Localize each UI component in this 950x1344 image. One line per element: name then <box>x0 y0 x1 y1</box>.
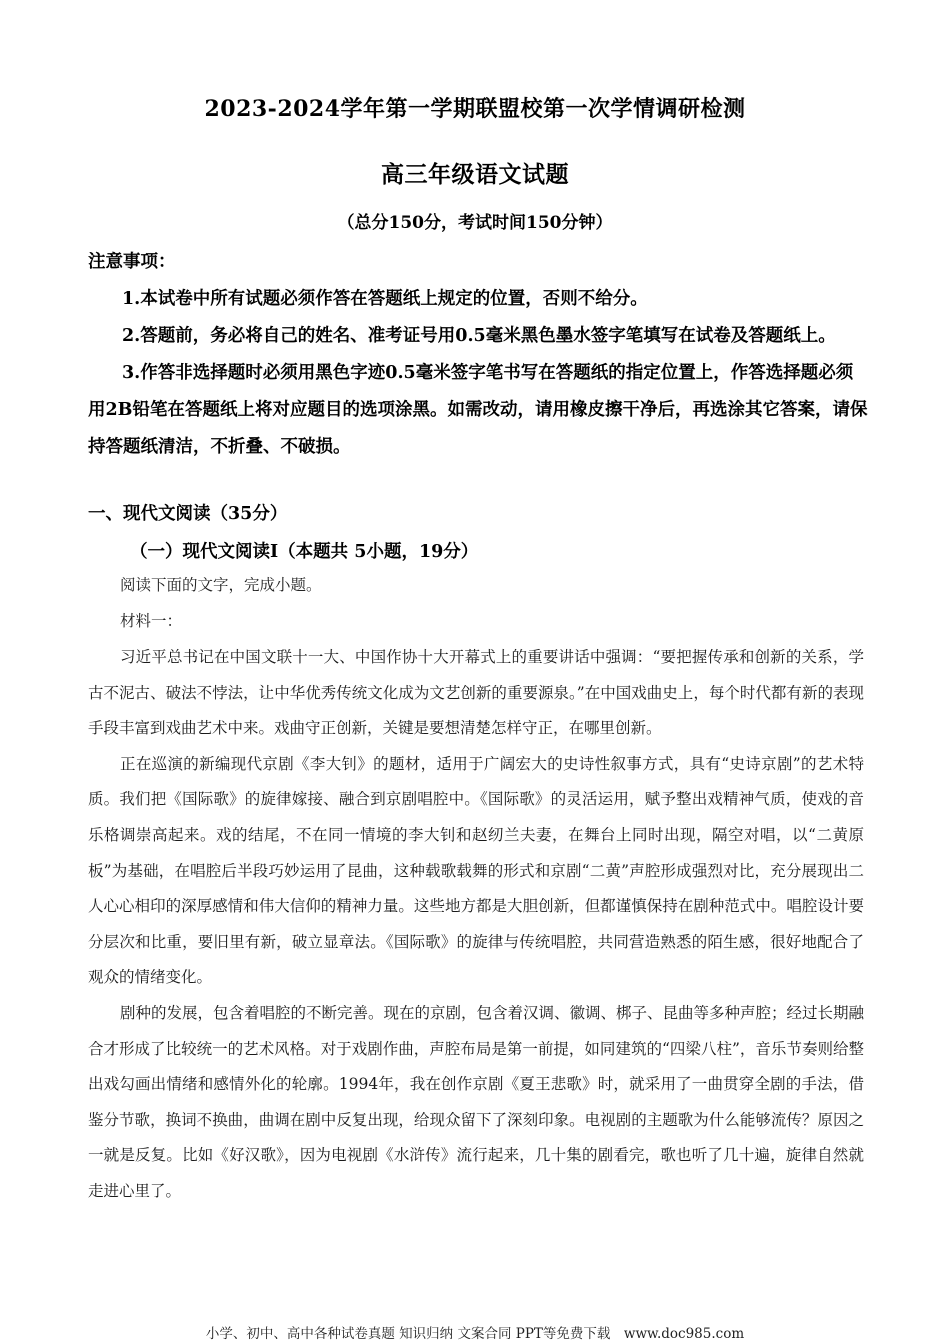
reading-instruction: 阅读下面的文字，完成小题。 <box>120 576 322 594</box>
material-label: 材料一： <box>120 612 183 630</box>
exam-subtitle: 高三年级语文试题 <box>381 161 569 188</box>
passage-paragraph-3: 剧种的发展，包含着唱腔的不断完善。现在的京剧，包含着汉调、徽调、梆子、昆曲等多种声腔；经过长期融合才形成了比较统一的艺术风格。对于戏剧作曲，声腔布局是第一前提，如同建筑的“四梁八柱”，音乐节奏则给整出戏勾画出情绪和感情外化的轮廓。1994年，我在创作京剧《夏王悲歌》时，就采用了一曲贯穿全剧的手法，借鉴分节歌，换词不换曲，曲调在剧中反复出现，给现众留下了深刻印象。电视剧的主题歌为什么能够流传？原因之一就是反复。比如《好汉歌》，因为电视剧《水浒传》流行起来，几十集的剧看完，歌也听了几十遍，旋律自然就走进心里了。 <box>88 1003 865 1200</box>
score-time-info: （总分150分，考试时间150分钟） <box>337 213 613 233</box>
exam-title: 2023-2024学年第一学期联盟校第一次学情调研检测 <box>204 96 746 122</box>
note-item-3: 3.作答非选择题时必须用黑色字迹0.5毫米签字笔书写在答题纸的指定位置上，作答选择题必须用2B铅笔在答题纸上将对应题目的选项涂黑。如需改动，请用橡皮擦干净后，再选涂其它答案，请保持答题纸清洁，不折叠、不破损。 <box>88 363 868 457</box>
passage-paragraph-2: 正在巡演的新编现代京剧《李大钊》的题材，适用于广阔宏大的史诗性叙事方式，具有“史诗京剧”的艺术特质。我们把《国际歌》的旋律嫁接、融合到京剧唱腔中。《国际歌》的灵活运用，赋予整出戏精神气质，使戏的音乐格调崇高起来。戏的结尾，不在同一情境的李大钊和赵纫兰夫妻，在舞台上同时出现，隔空对唱，以“二黄原板”为基础，在唱腔后半段巧妙运用了昆曲，这种载歌载舞的形式和京剧“二黄”声腔形成强烈对比，充分展现出二人心心相印的深厚感情和伟大信仰的精神力量。这些地方都是大胆创新，但都谨慎保持在剧种范式中。唱腔设计要分层次和比重，要旧里有新，破立显章法。《国际歌》的旋律与传统唱腔，共同营造熟悉的陌生感，很好地配合了观众的情绪变化。 <box>88 754 864 987</box>
section-title: 一、现代文阅读（35分） <box>88 504 288 524</box>
passage-paragraph-1: 习近平总书记在中国文联十一大、中国作协十大开幕式上的重要讲话中强调：“要把握传承和创新的关系，学古不泥古、破法不悖法，让中华优秀传统文化成为文艺创新的重要源泉。”在中国戏曲史上，每个时代都有新的表现手段丰富到戏曲艺术中来。戏曲守正创新，关键是要想清楚怎样守正，在哪里创新。 <box>88 648 864 738</box>
notes-heading: 注意事项： <box>88 252 176 272</box>
page-footer: 小学、初中、高中各种试卷真题 知识归纳 文案合同 PPT等免费下载 www.doc985.com <box>205 1326 745 1342</box>
passage <box>88 640 864 1210</box>
notes-block <box>88 244 868 466</box>
note-item-2: 2.答题前，务必将自己的姓名、准考证号用0.5毫米黑色墨水签字笔填写在试卷及答题纸上。 <box>122 326 836 346</box>
note-item-1: 1.本试卷中所有试题必须作答在答题纸上规定的位置，否则不给分。 <box>122 289 648 309</box>
section-subtitle: （一）现代文阅读Ⅰ（本题共 5小题，19分） <box>130 542 479 562</box>
